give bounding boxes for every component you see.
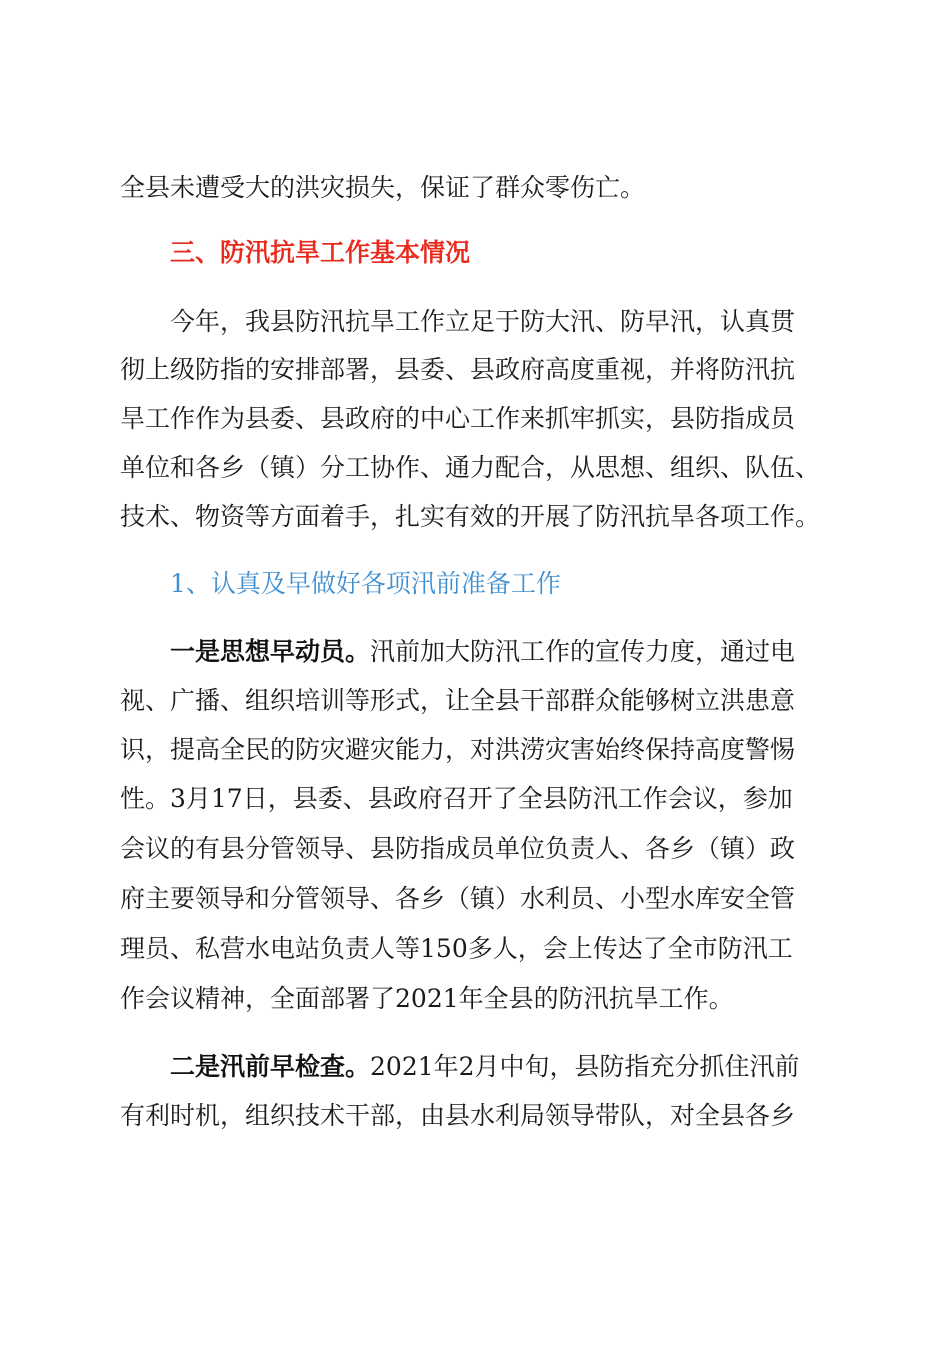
paragraph-line: 有利时机，组织技术干部，由县水利局领导带队，对全县各乡 — [120, 1101, 796, 1130]
paragraph-line: 彻上级防指的安排部署，县委、县政府高度重视，并将防汛抗 — [120, 355, 796, 384]
paragraph-line: 视、广播、组织培训等形式，让全县干部群众能够树立洪患意 — [120, 686, 796, 715]
paragraph-line: 识，提高全民的防灾避灾能力，对洪涝灾害始终保持高度警惕 — [120, 735, 796, 764]
paragraph-line: 理员、私营水电站负责人等150多人，会上传达了全市防汛工 — [120, 934, 793, 963]
paragraph-text: 汛前加大防汛工作的宣传力度，通过电 — [370, 637, 796, 666]
paragraph-line — [170, 1050, 800, 1084]
paragraph-line: 作会议精神，全面部署了2021年全县的防汛抗旱工作。 — [120, 984, 734, 1013]
paragraph-line: 单位和各乡（镇）分工协作、通力配合，从思想、组织、队伍、 — [120, 453, 821, 482]
paragraph-lead: 二是汛前早检查。 — [170, 1052, 371, 1081]
subsection-heading: 1、认真及早做好各项汛前准备工作 — [170, 569, 561, 598]
paragraph-line: 府主要领导和分管领导、各乡（镇）水利员、小型水库安全管 — [120, 884, 796, 913]
paragraph-text: 2021年2月中旬，县防指充分抓住汛前 — [370, 1052, 800, 1081]
continued-paragraph-line: 全县未遭受大的洪灾损失，保证了群众零伤亡。 — [120, 173, 646, 202]
paragraph-line — [170, 635, 795, 669]
paragraph-line: 会议的有县分管领导、县防指成员单位负责人、各乡（镇）政 — [120, 834, 796, 863]
paragraph-line: 性。3月17日，县委、县政府召开了全县防汛工作会议，参加 — [120, 784, 793, 813]
paragraph-line: 技术、物资等方面着手，扎实有效的开展了防汛抗旱各项工作。 — [120, 502, 821, 531]
paragraph-line: 旱工作作为县委、县政府的中心工作来抓牢抓实，县防指成员 — [120, 404, 796, 433]
paragraph-line: 今年，我县防汛抗旱工作立足于防大汛、防早汛，认真贯 — [170, 307, 796, 336]
section-heading: 三、防汛抗旱工作基本情况 — [170, 238, 471, 267]
paragraph-lead: 一是思想早动员。 — [170, 637, 371, 666]
